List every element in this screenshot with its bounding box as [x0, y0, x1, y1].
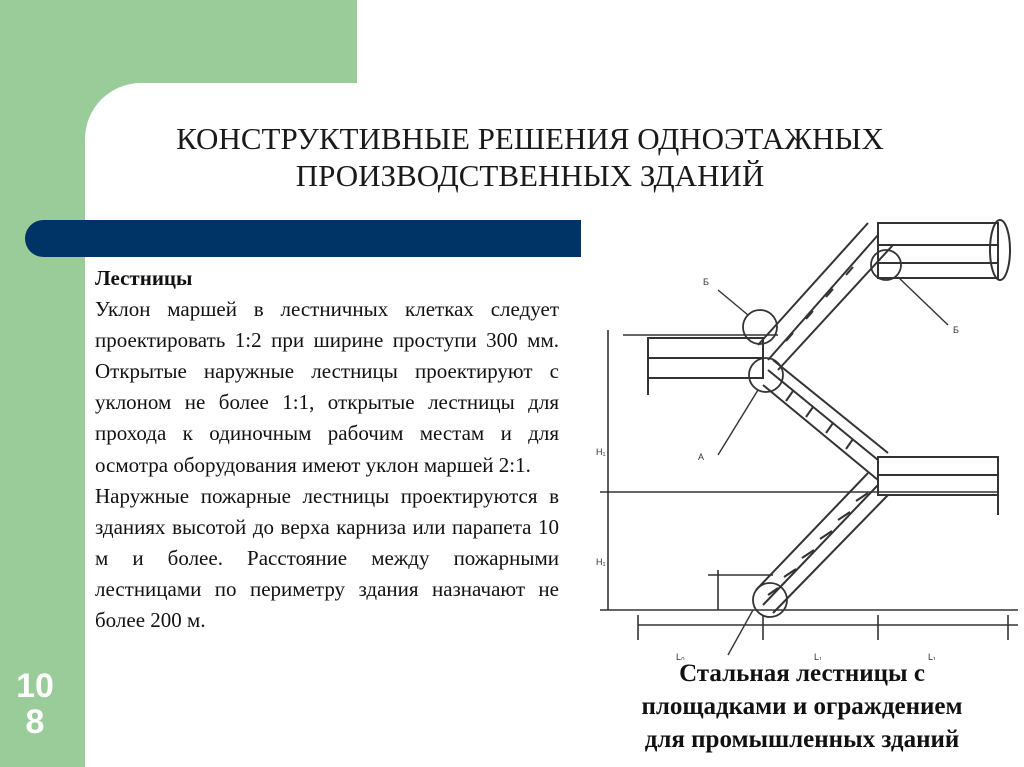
- paragraph-1: Уклон маршей в лестничных клетках следует проектировать 1:2 при ширине проступи 300 мм. Открытые наружные лестницы проектируют с уклоном не более 1:1, открытые лестницы для прохода к одиночным рабочим местам и для осмотра оборудования имеют уклон маршей 2:1.: [95, 297, 559, 477]
- svg-text:H₁: H₁: [596, 557, 606, 567]
- paragraph-2: Наружные пожарные лестницы проектируются в зданиях высотой до верха карниза или парапета 10 м и более. Расстояние между пожарными лестницами по периметру здания назначают не более 200 м.: [95, 483, 559, 633]
- staircase-drawing: [578, 195, 1024, 660]
- caption-line-2: площадками и ограждением: [641, 693, 963, 720]
- left-green-strip: [0, 0, 85, 767]
- middle-flight: [763, 360, 888, 480]
- svg-text:А: А: [698, 452, 705, 462]
- title-underline-bar: [25, 220, 581, 257]
- svg-text:Б: Б: [953, 325, 959, 335]
- svg-text:L₁: L₁: [928, 652, 937, 660]
- svg-text:L₁: L₁: [814, 652, 823, 660]
- slide-title: [100, 120, 960, 194]
- svg-text:L₀: L₀: [676, 652, 685, 660]
- title-line-2: ПРОИЗВОДСТВЕННЫХ ЗДАНИЙ: [295, 158, 765, 193]
- svg-text:H₁: H₁: [596, 447, 606, 457]
- caption-line-3: для промышленных зданий: [644, 726, 960, 753]
- figure-caption: [600, 657, 1004, 756]
- landings: [648, 220, 1010, 515]
- svg-text:Б: Б: [703, 277, 709, 287]
- lower-flight: [756, 473, 888, 613]
- caption-line-1: Стальная лестницы с: [679, 660, 925, 687]
- page-number-line-1: 10: [16, 667, 54, 705]
- upper-flight: [758, 223, 893, 370]
- page-number: [10, 668, 60, 740]
- page-number-line-2: 8: [25, 703, 45, 741]
- section-heading: Лестницы: [95, 266, 193, 290]
- body-text: [95, 263, 559, 636]
- title-line-1: КОНСТРУКТИВНЫЕ РЕШЕНИЯ ОДНОЭТАЖНЫХ: [176, 121, 884, 156]
